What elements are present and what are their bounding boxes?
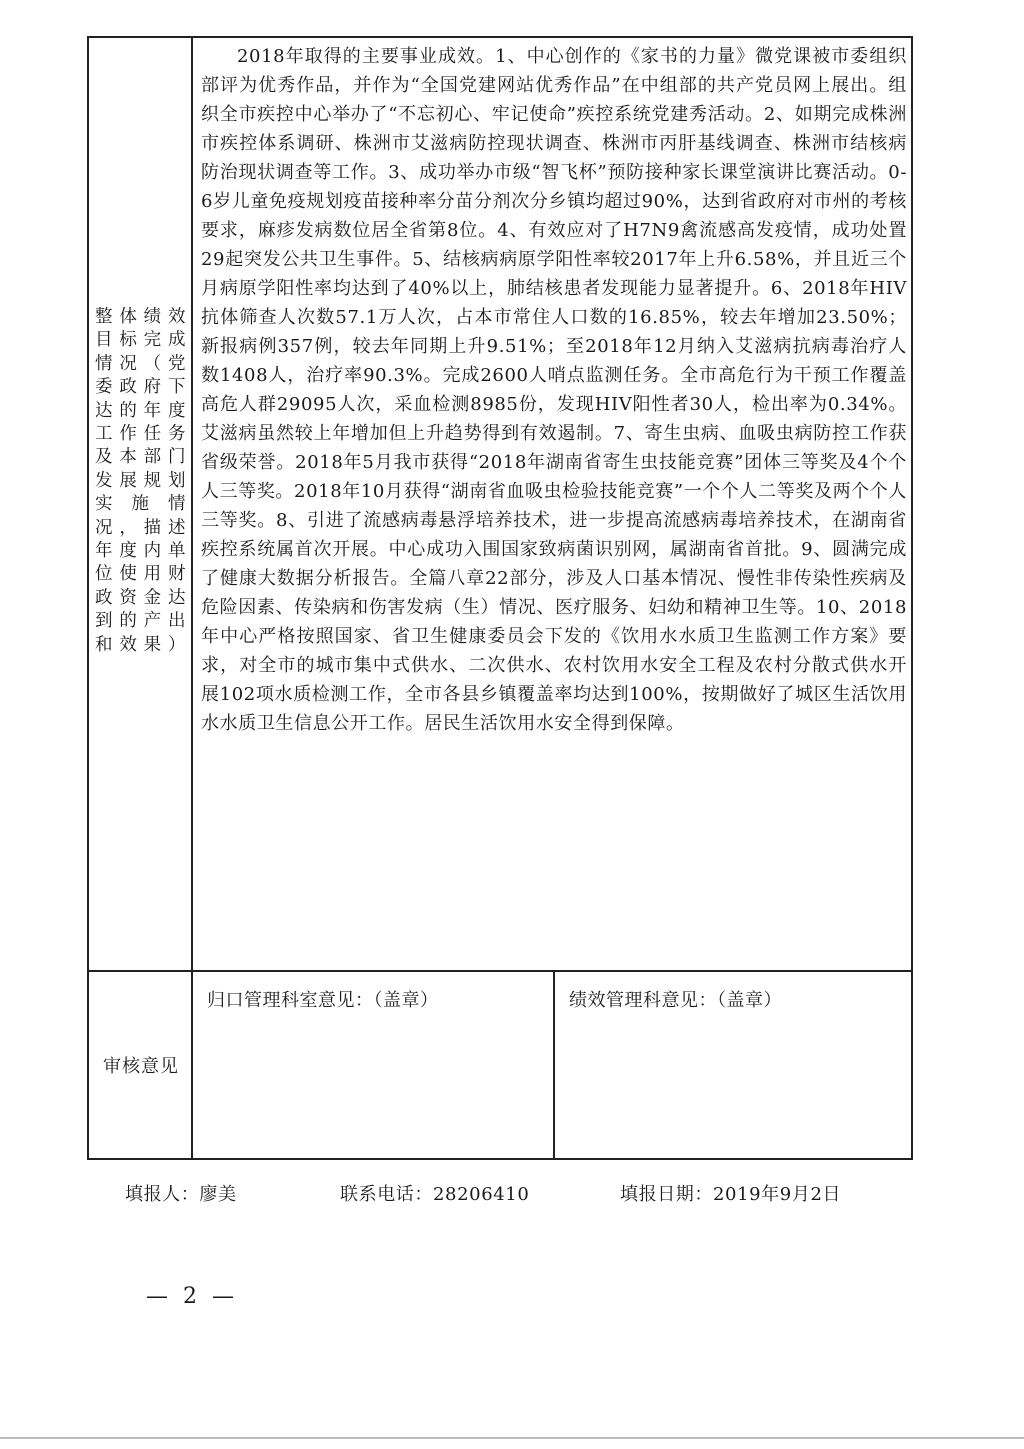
department-opinion-cell	[193, 972, 555, 1158]
filler-name: 填报人：廖美	[125, 1184, 237, 1205]
fill-date: 填报日期：2019年9月2日	[620, 1184, 842, 1205]
performance-label: 整体绩效目标完成情况（党委政府下达的年度工作任务及本部门发展规划实施情况，描述年度内单位使用财政资金达到的产出和效果）	[95, 307, 187, 655]
performance-office-opinion-title: 绩效管理科意见：（盖章）	[569, 990, 782, 1011]
department-opinion-title: 归口管理科室意见：（盖章）	[207, 990, 439, 1011]
performance-content-cell	[201, 42, 907, 738]
review-label: 审核意见	[103, 1056, 179, 1077]
performance-summary-row	[89, 38, 911, 972]
scan-edge-line	[0, 1437, 1024, 1439]
review-label-cell	[89, 972, 193, 1158]
contact-phone: 联系电话：28206410	[340, 1184, 530, 1205]
page-number: — 2 —	[146, 1284, 238, 1309]
row-label-cell	[89, 38, 193, 970]
performance-office-opinion-cell	[555, 972, 911, 1158]
performance-form-table	[87, 36, 913, 1160]
review-opinion-row	[89, 972, 911, 1158]
performance-content-text: 2018年取得的主要事业成效。1、中心创作的《家书的力量》微党课被市委组织部评为优秀作品，并作为“全国党建网站优秀作品”在中组部的共产党员网上展出。组织全市疾控中心举办了“不忘初心、牢记使命”疾控系统党建秀活动。2、如期完成株洲市疾控体系调研、株洲市艾滋病防控现状调查、株洲市丙肝基线调查、株洲市结核病防治现状调查等工作。3、成功举办市级“智飞杯”预防接种家长课堂演讲比赛活动。0-6岁儿童免疫规划疫苗接种率分苗分剂次分乡镇均超过90%，达到省政府对市州的考核要求，麻疹发病数位居全省第8位。4、有效应对了H7N9禽流感高发疫情，成功处置29起突发公共卫生事件。5、结核病病原学阳性率较2017年上升6.58%，并且近三个月病原学阳性率均达到了40%以上，肺结核患者发现能力显著提升。6、2018年HIV抗体筛查人次数57.1万人次，占本市常住人口数的16.85%，较去年增加23.50%；新报病例357例，较去年同期上升9.51%；至2018年12月纳入艾滋病抗病毒治疗人数1408人，治疗率90.3%。完成2600人哨点监测任务。全市高危行为干预工作覆盖高危人群29095人次，采血检测8985份，发现HIV阳性者30人，检出率为0.34%。艾滋病虽然较上年增加但上升趋势得到有效遏制。7、寄生虫病、血吸虫病防控工作获省级荣誉。2018年5月我市获得“2018年湖南省寄生虫技能竞赛”团体三等奖及4个个人三等奖。2018年10月获得“湖南省血吸虫检验技能竞赛”一个个人二等奖及两个个人三等奖。8、引进了流感病毒悬浮培养技术，进一步提高流感病毒培养技术，在湖南省疾控系统属首次开展。中心成功入围国家致病菌识别网，属湖南省首批。9、圆满完成了健康大数据分析报告。全篇八章22部分，涉及人口基本情况、慢性非传染性疾病及危险因素、传染病和伤害发病（生）情况、医疗服务、妇幼和精神卫生等。10、2018年中心严格按照国家、省卫生健康委员会下发的《饮用水水质卫生监测工作方案》要求，对全市的城市集中式供水、二次供水、农村饮用水安全工程及农村分散式供水开展102项水质检测工作，全市各县乡镇覆盖率均达到100%，按期做好了城区生活饮用水水质卫生信息公开工作。居民生活饮用水安全得到保障。	[201, 46, 907, 734]
